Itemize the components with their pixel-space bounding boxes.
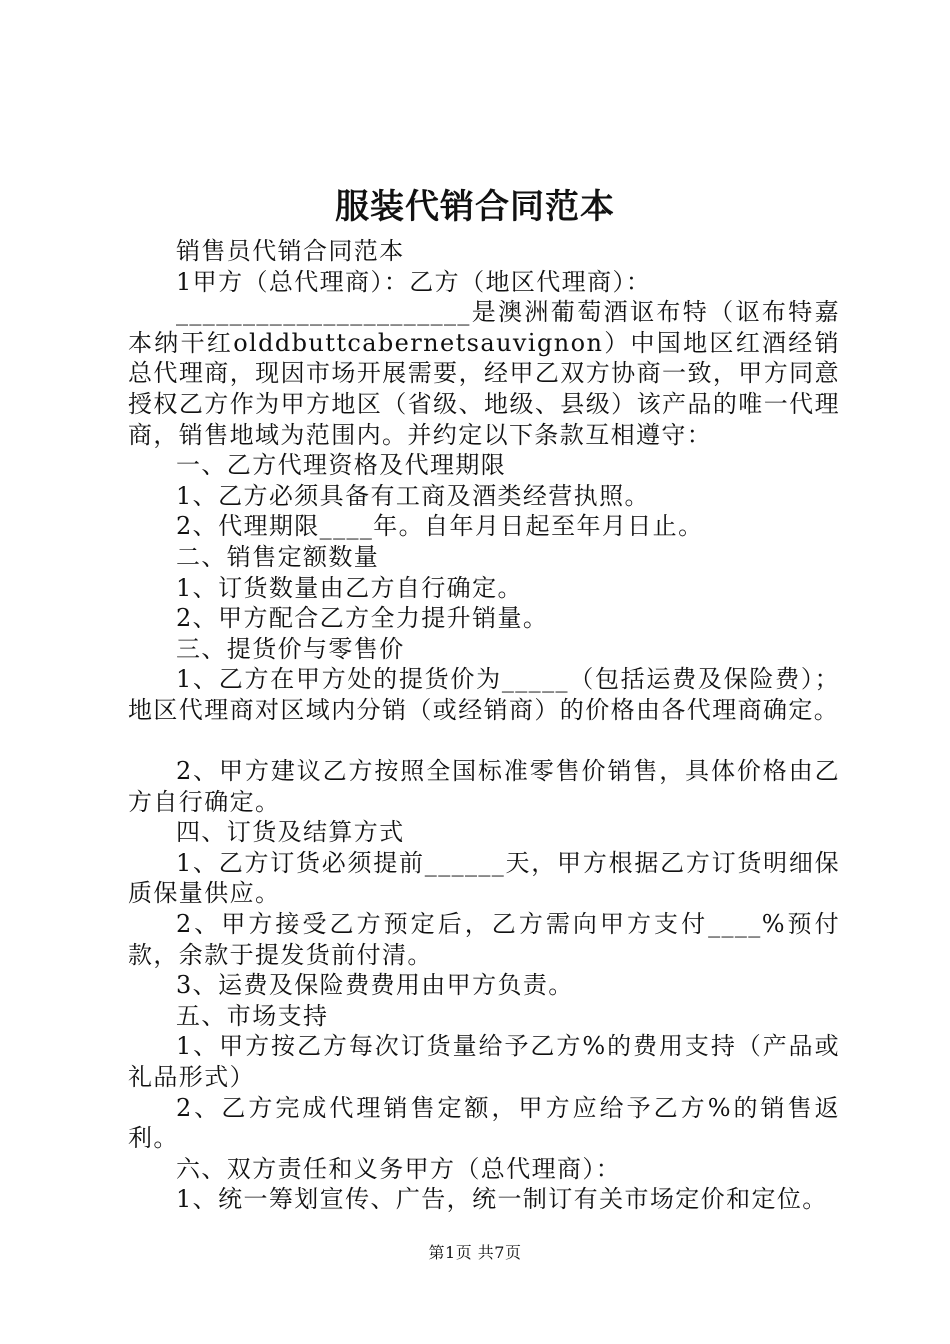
document-body [128,236,840,1215]
paragraph: 2、代理期限____年。自年月日起至年月日止。 [176,512,704,541]
section-heading: 三、提货价与零售价 [176,634,405,663]
page-number-footer: 第1页 共7页 [428,1243,522,1262]
paragraph: 1、甲方按乙方每次订货量给予乙方%的费用支持（产品或礼品形式） [128,1032,840,1092]
paragraph: 3、运费及保险费费用由甲方负责。 [176,971,574,1000]
paragraph: 2、甲方配合乙方全力提升销量。 [176,604,549,633]
section-heading: 五、市场支持 [176,1001,329,1030]
section-heading: 一、乙方代理资格及代理期限 [176,451,507,480]
section-heading: 二、销售定额数量 [176,542,380,571]
paragraph: 1、统一筹划宣传、广告，统一制订有关市场定价和定位。 [176,1185,828,1214]
section-heading: 六、双方责任和义务甲方（总代理商）： [176,1154,622,1183]
paragraph: 2、甲方接受乙方预定后，乙方需向甲方支付____%预付款，余款于提发货前付清。 [128,910,840,969]
paragraph: 1甲方（总代理商）：乙方（地区代理商）： [176,267,652,296]
document-title: 服装代销合同范本 [335,187,615,227]
paragraph: 2、甲方建议乙方按照全国标准零售价销售，具体价格由乙方自行确定。 [128,757,840,816]
paragraph: 2、乙方完成代理销售定额，甲方应给予乙方%的销售返利。 [128,1093,840,1153]
paragraph: 1、乙方必须具备有工商及酒类经营执照。 [176,481,650,510]
paragraph: 1、订货数量由乙方自行确定。 [176,573,523,602]
section-heading: 四、订货及结算方式 [176,818,405,847]
paragraph: ______________________是澳洲葡萄酒讴布特（讴布特嘉本纳干红olddbuttcabernetsauvignon）中国地区红酒经销总代理商，现因市场开展需要，经甲乙双方协商一致，甲方同意授权乙方作为甲方地区（省级、地级、县级）该产品的唯一代理商，销售地域为范围内。并约定以下条款互相遵守： [128,298,840,449]
paragraph: 1、乙方在甲方处的提货价为_____（包括运费及保险费）；地区代理商对区域内分销（或经销商）的价格由各代理商确定。 [128,665,840,724]
paragraph: 1、乙方订货必须提前______天，甲方根据乙方订货明细保质保量供应。 [128,848,840,908]
paragraph: 销售员代销合同范本 [176,237,405,265]
